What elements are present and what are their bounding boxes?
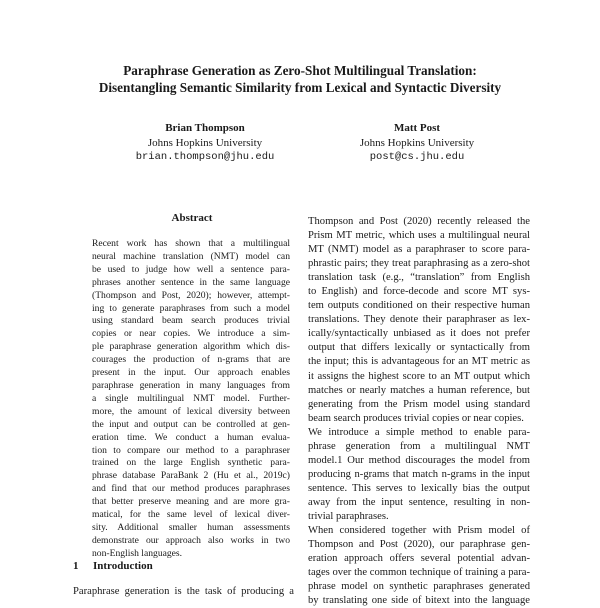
abstract-line: phrases another sentence in the same language xyxy=(92,276,290,288)
introduction-first-line: Paraphrase generation is the task of producing a xyxy=(73,586,294,597)
body-line: phrase generation from a multilingual NMT xyxy=(308,440,530,452)
body-line: tem outputs conditioned on their respective human xyxy=(308,300,530,312)
body-line: We introduce a simple method to enable para- xyxy=(308,426,530,438)
abstract-line: sity. Additional smaller human assessments xyxy=(92,521,290,533)
abstract-line: trained on the large English synthetic para- xyxy=(92,457,290,469)
section-heading-introduction xyxy=(73,560,153,572)
body-line: it assigns the highest score to an MT output which xyxy=(308,370,530,382)
body-line: translation task (e.g., “translation” from English xyxy=(308,272,530,284)
abstract-line: a single multilingual NMT model. Further- xyxy=(92,392,290,404)
abstract-line: matical, for the same level of lexical diver- xyxy=(92,509,290,521)
author-block-1 xyxy=(95,121,315,165)
abstract-line: phrase database ParaBank 2 (Hu et al., 2019c) xyxy=(92,470,290,482)
abstract-line: that better preserve meaning and are more gra- xyxy=(92,496,290,508)
abstract-line: eration time. We conduct a human evalua- xyxy=(92,431,290,443)
body-line: Prism MT metric, which uses a multilingual neural xyxy=(308,230,530,242)
body-line: the input; this is advantageous for an MT metric as xyxy=(308,356,530,368)
body-line: trivial paraphrases. xyxy=(308,510,389,522)
body-line: phrastic pairs; they treat paraphrasing as a zero-shot xyxy=(308,258,530,270)
body-line: model.1 Our method discourages the model from xyxy=(308,454,530,466)
abstract-line: demonstrate our approach also works in two xyxy=(92,534,290,546)
body-line: phrase model on synthetic paraphrases generated xyxy=(308,581,530,593)
author-email: post@cs.jhu.edu xyxy=(369,151,465,163)
body-line: Thompson and Post (2020), our paraphrase gen- xyxy=(308,539,530,551)
author-affiliation: Johns Hopkins University xyxy=(359,136,475,149)
body-line: away from the input sentence, resulting in non- xyxy=(308,496,530,508)
body-line: eration approach offers several potential advan- xyxy=(308,553,530,565)
body-line: output that differs lexically or syntactically from xyxy=(308,342,530,354)
body-line: translations. They denote their paraphraser as lex- xyxy=(308,314,530,326)
abstract-line: copies or near copies. We introduce a sim- xyxy=(92,328,290,340)
body-line: matches or nearly matches a human reference, but xyxy=(308,384,530,396)
body-line: sentence. This serves to lexically bias the output xyxy=(308,482,530,494)
abstract-line: using standard beam search produces trivial xyxy=(92,315,290,327)
abstract-line: Recent work has shown that a multilingual xyxy=(92,238,290,249)
paper-title xyxy=(60,62,540,96)
abstract-line: paraphrase generation in many languages from xyxy=(92,379,290,391)
section-number: 1 xyxy=(73,560,79,572)
body-line: generating from the Prism model using standard xyxy=(308,398,530,410)
abstract-body xyxy=(92,238,290,561)
abstract-line: (Thompson and Post, 2020); however, attempt- xyxy=(92,289,290,301)
abstract-line: non-English languages. xyxy=(92,547,183,559)
body-line: beam search produces trivial copies or near copies. xyxy=(308,412,524,424)
body-line: Thompson and Post (2020) recently released the xyxy=(308,216,530,227)
abstract-line: the input and output can be controlled at gen- xyxy=(92,418,290,430)
author-name: Matt Post xyxy=(393,122,441,134)
body-line: producing n-grams that match n-grams in the input xyxy=(308,468,530,480)
abstract-line: ing to generate paraphrases from such a model xyxy=(92,302,290,314)
author-block-2 xyxy=(307,121,527,165)
body-line: When considered together with Prism model of xyxy=(308,525,530,537)
body-line: ically/syntactically unbiased as it does not prefer xyxy=(308,328,530,340)
section-title: Introduction xyxy=(93,560,153,572)
abstract-line: ple paraphrase generation algorithm which dis- xyxy=(92,341,290,353)
abstract-line: and find that our method produces paraphrases xyxy=(92,483,290,495)
right-column-text xyxy=(308,215,530,608)
body-line: tages over the common technique of training a para- xyxy=(308,567,530,579)
body-line: to English) and force-decode and score MT sys- xyxy=(308,286,530,298)
author-name: Brian Thompson xyxy=(165,122,245,134)
abstract-heading: Abstract xyxy=(171,212,213,224)
title-line-2: Disentangling Semantic Similarity from Lexical and Syntactic Diversity xyxy=(98,80,502,95)
abstract-line: courages the production of n-grams that are xyxy=(92,354,290,366)
abstract-line: more, the amount of lexical diversity between xyxy=(92,405,290,417)
author-email: brian.thompson@jhu.edu xyxy=(135,151,275,163)
abstract-line: neural machine translation (NMT) model can xyxy=(92,250,290,262)
author-affiliation: Johns Hopkins University xyxy=(147,136,263,149)
body-line: by translating one side of bitext into the language xyxy=(308,595,530,607)
body-line: MT (NMT) model as a paraphraser to score para- xyxy=(308,244,530,256)
abstract-line: present in the input. Our approach enables xyxy=(92,367,290,379)
abstract-line: be used to judge how well a sentence para- xyxy=(92,263,290,275)
title-line-1: Paraphrase Generation as Zero-Shot Multilingual Translation: xyxy=(123,63,477,78)
abstract-line: tion to compare our method to a paraphraser xyxy=(92,444,290,456)
